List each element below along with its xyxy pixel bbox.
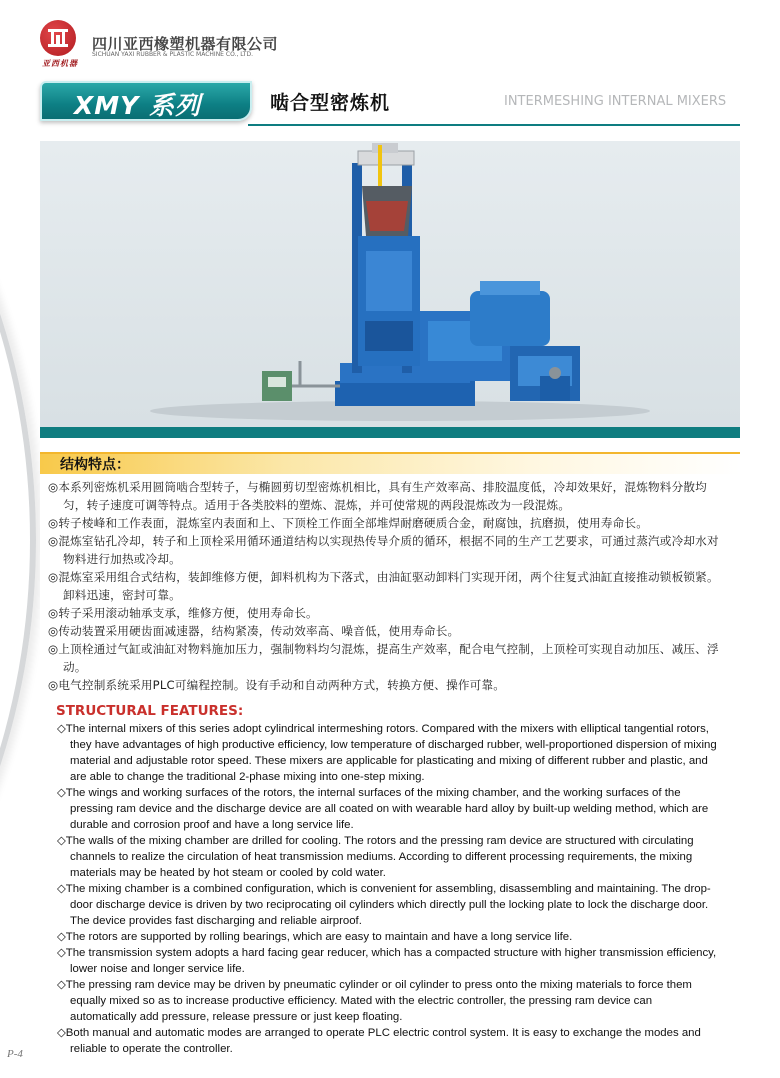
page-number: P-4 bbox=[7, 1048, 23, 1060]
page-edge-decoration bbox=[0, 0, 40, 1078]
list-item: ◎传动装置采用硬齿面减速器，结构紧凑，传动效率高、噪音低，使用寿命长。 bbox=[48, 624, 460, 638]
structure-list-en bbox=[57, 721, 717, 1057]
list-item: ◎电气控制系统采用PLC可编程控制。设有手动和自动两种方式，转换方便、操作可靠。 bbox=[48, 678, 506, 692]
company-name-cn: 四川亚西橡塑机器有限公司 bbox=[92, 35, 279, 53]
list-item: ◎转子棱峰和工作表面，混炼室内表面和上、下顶栓工作面全部堆焊耐磨硬质合金，耐腐蚀，抗磨损，使用寿命长。 bbox=[48, 516, 649, 530]
list-item: ◎混炼室钻孔冷却，转子和上顶栓采用循环通道结构以实现热传导介质的循环，根据不同的生产工艺要求，可通过蒸汽或冷却水对物料进行加热或冷却。 bbox=[48, 534, 719, 566]
list-item: ◇The internal mixers of this series adopt cylindrical intermeshing rotors. Compared with the mixers with elliptical tangential rotors, they have advantages of high productive efficiency, low temperature of discharged rubber, well-proportioned dispersion of mixing material and adjustable rotor speed. These mixers are applicable for plasticating and mixing of different rubber and plastic, and are able to change the traditional 2-phase mixing into one-step mixing. bbox=[57, 723, 717, 783]
list-item: ◎转子采用滚动轴承支承，维修方便，使用寿命长。 bbox=[48, 606, 318, 620]
list-item: ◇Both manual and automatic modes are arranged to operate PLC electric control system. It is easy to exchange the modes and reliable to operate the controller. bbox=[57, 1027, 701, 1055]
list-item: ◎本系列密炼机采用圆筒啮合型转子，与椭圆剪切型密炼机相比，具有生产效率高、排胶温度低，冷却效果好，混炼物料分散均匀，转子速度可调等特点。适用于各类胶料的塑炼、混炼，并可使常规的两段混炼改为一段混炼。 bbox=[48, 480, 707, 512]
machine-photo bbox=[40, 141, 740, 427]
list-item: ◇The pressing ram device may be driven by pneumatic cylinder or oil cylinder to press onto the mixing materials to force them equally mixed so as to increase productive efficiency. Mated with the electric controller, the pressing ram device can automatically add pressure, release pressure or just keep floating. bbox=[57, 979, 692, 1023]
page-title-cn: 啮合型密炼机 bbox=[270, 92, 391, 114]
title-divider bbox=[248, 124, 740, 126]
structure-heading-en: STRUCTURAL FEATURES: bbox=[56, 703, 244, 719]
list-item: ◇The wings and working surfaces of the rotors, the internal surfaces of the mixing chamber, and the working surfaces of the pressing ram device and the discharge device are all coated on with wearable hard alloy by built-up welding method, which are durable and corrosion proof and have a long service life. bbox=[57, 787, 709, 831]
list-item: ◇The transmission system adopts a hard facing gear reducer, which has a compacted structure with higher transmission efficiency, lower noise and longer service life. bbox=[57, 947, 717, 975]
company-name-en: SICHUAN YAXI RUBBER & PLASTIC MACHINE CO., LTD. bbox=[92, 51, 253, 58]
structure-list-cn bbox=[48, 478, 728, 694]
logo-tagline: 亚西机器 bbox=[42, 59, 78, 68]
series-tab bbox=[40, 81, 252, 121]
list-item: ◇The rotors are supported by rolling bearings, which are easy to maintain and have a long service life. bbox=[57, 931, 573, 943]
list-item: ◎上顶栓通过气缸或油缸对物料施加压力，强制物料均匀混炼，提高生产效率，配合电气控制，上顶栓可实现自动加压、减压、浮动。 bbox=[48, 642, 719, 674]
series-label: XMY 系列 bbox=[74, 91, 201, 120]
intermeshing-mixer-machine-icon bbox=[40, 141, 740, 427]
page-title-en: INTERMESHING INTERNAL MIXERS bbox=[504, 94, 727, 109]
list-item: ◎混炼室采用组合式结构，装卸维修方便，卸料机构为下落式，由油缸驱动卸料门实现开闭，两个往复式油缸直接推动锁板锁紧。卸料迅速，密封可靠。 bbox=[48, 570, 719, 602]
list-item: ◇The mixing chamber is a combined configuration, which is convenient for assembling, disassembling and maintaining. The drop-door discharge device is driven by two reciprocating oil cylinders which directly pull the locking plate to lock the discharge door. The device provides fast discharging and reliable airproof. bbox=[57, 883, 711, 927]
structure-heading-cn: 结构特点： bbox=[60, 457, 130, 473]
logo-emblem-icon bbox=[40, 20, 76, 56]
photo-bottom-band bbox=[40, 427, 740, 438]
list-item: ◇The walls of the mixing chamber are drilled for cooling. The rotors and the pressing ram device are structured with circulating channels to realize the circulation of heat transmission mediums. According to different processing requirements, the mixing materials may be heated by hot steam or cooled by cold water. bbox=[57, 835, 694, 879]
structure-heading-cn-bar bbox=[40, 452, 740, 474]
